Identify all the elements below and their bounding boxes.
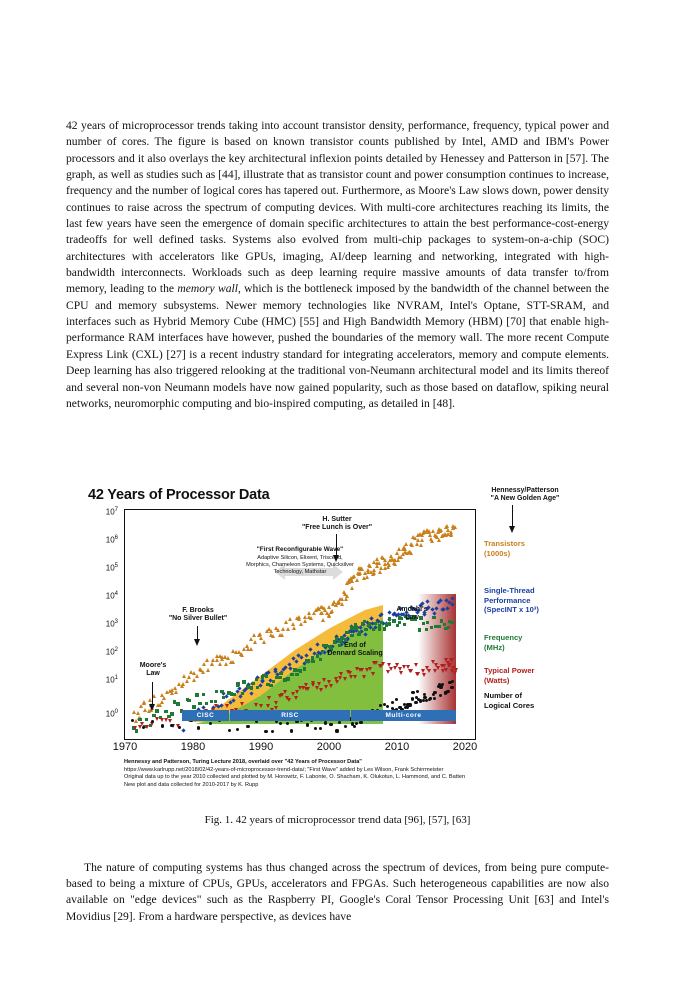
era-band-cisc: CISC — [182, 710, 229, 721]
data-point — [340, 602, 344, 606]
data-point — [395, 698, 398, 701]
data-point — [262, 640, 266, 644]
data-point — [219, 703, 223, 707]
figure-caption: Fig. 1. 42 years of microprocessor trend data [96], [57], [63] — [204, 814, 471, 826]
data-point — [344, 725, 347, 728]
legend-transistors-line1: Transistors — [484, 539, 525, 548]
data-point — [178, 726, 181, 729]
data-point — [445, 524, 449, 528]
data-point — [427, 669, 431, 673]
data-point — [202, 693, 205, 696]
annotation-reconfigurable-wave — [245, 546, 355, 576]
data-point — [252, 633, 256, 637]
data-point — [278, 676, 281, 679]
data-point — [195, 674, 199, 678]
data-point — [355, 722, 358, 725]
annotation-amdahl: Amdahl's Law — [396, 606, 428, 621]
data-point — [387, 563, 391, 567]
data-point — [350, 634, 353, 637]
data-point — [379, 613, 383, 617]
data-point — [374, 622, 377, 625]
data-point — [449, 533, 453, 537]
chart-source-note — [124, 759, 544, 789]
data-point — [368, 667, 372, 671]
data-point — [215, 658, 219, 662]
data-point — [303, 667, 306, 670]
paragraph-intro — [66, 118, 609, 412]
data-point — [411, 691, 414, 694]
paragraph-1-part1: 42 years of microprocessor trends taking into account transistor density, performance, frequency, typical power and number of cores. The figure is based on known transistor counts published by Intel, AMD and IBM's Power processors and it also overlays the key architectural inflexion points detailed by Henessey and Patterson in [57]. The graph, as well as studies such as [44], illustrate that as transistor count and power consumption continues to increase, frequency and the number of logical cores has tapered out. Furthermore, as Moore's Law slows down, power density continues to raise across the spectrum of computing devices. With multi-core architectures reaching its limits, the last few years have seen the emergence of domain specific architectures to attain the best performance-cost-energy tradeoffs for well defined tasks. Systems also evolved from multi-chip packages to system-on-a-chip (SOC) architectures with accelerators like GPUs, imaging, AI/deep learning and networking, integrated with high-bandwidth interconnects. Workloads such as deep learning require massive amounts of data transfer to/from memory, leading to the — [66, 119, 609, 296]
data-point — [176, 702, 179, 705]
data-point — [324, 721, 327, 724]
annotation-hp-arrow — [509, 526, 515, 533]
data-point — [441, 683, 444, 686]
y-tick-1e4: $10^4$ — [105, 591, 118, 601]
data-point — [422, 673, 426, 677]
data-point — [388, 622, 391, 625]
data-point — [224, 662, 228, 666]
paragraph-2-text: The nature of computing systems has thus changed across the spectrum of devices, from being pure compute-based to being a mixture of CPUs, GPUs, accelerators and FPGAs. Such heterogeneous capabilities are now also available on "edge devices" such as the Raspberry PI, Google's Coral Tensor Processing Unit [63] and Intel's Movidius [29]. From a hardware perspective, as devices have — [66, 860, 609, 923]
data-point — [324, 685, 328, 689]
data-point — [380, 621, 383, 624]
data-point — [202, 662, 206, 666]
data-point — [168, 719, 172, 723]
data-point — [308, 647, 312, 651]
data-point — [416, 672, 420, 676]
data-point — [136, 711, 140, 715]
annotation-moores-law-arrow — [149, 704, 155, 711]
data-point — [164, 718, 168, 722]
data-point — [292, 626, 296, 630]
data-point — [377, 561, 381, 565]
data-point — [314, 727, 317, 730]
annotation-hennessy-patterson: Hennessy/Patterson "A New Golden Age" — [490, 487, 560, 502]
data-point — [274, 701, 278, 705]
data-point — [253, 640, 257, 644]
data-point — [393, 562, 397, 566]
data-point — [383, 627, 386, 630]
data-point — [281, 627, 285, 631]
data-point — [354, 626, 357, 629]
data-point — [408, 550, 412, 554]
chart-plot-area — [124, 509, 476, 740]
legend-single-line3: (SpecINT x 10³) — [484, 605, 539, 614]
data-point — [315, 643, 319, 647]
data-point — [358, 631, 361, 634]
data-point — [372, 568, 376, 572]
data-point — [350, 579, 354, 583]
data-point — [350, 586, 354, 590]
data-point — [250, 686, 253, 689]
data-point — [335, 680, 339, 684]
data-point — [288, 617, 292, 621]
data-point — [299, 655, 303, 659]
data-point — [220, 690, 223, 693]
data-point — [173, 686, 177, 690]
data-point — [255, 678, 258, 681]
data-point — [306, 687, 310, 691]
data-point — [288, 666, 292, 670]
data-point — [437, 625, 440, 628]
data-point — [283, 690, 287, 694]
data-point — [371, 672, 375, 676]
data-point — [271, 634, 275, 638]
data-point — [222, 696, 225, 699]
data-point — [451, 680, 454, 683]
data-point — [209, 722, 212, 725]
data-point — [307, 611, 311, 615]
source-line-2: https://www.karlrupp.net/2018/02/42-years-of-microprocessor-trend-data/; "First Wave" added by Les Wilson, Frank Schirrmeister — [124, 766, 444, 773]
data-point — [306, 723, 309, 726]
data-point — [254, 703, 258, 707]
data-point — [386, 705, 389, 708]
data-point — [372, 628, 375, 631]
data-point — [363, 620, 366, 623]
paragraph-1-part2: , which is the bottleneck imposed by the bandwidth of the channel between the CPU and memory subsystems. Newer memory technologies like NVRAM, Intel's Optane, STT-SRAM, and interfaces such as Hybrid Memory Cube (HMC) [55] and High Bandwidth Memory (HBM) [70] that enable high-performance RAM interfaces have however, pushed the boundaries of the memory wall. The more recent Compute Express Link (CXL) [27] is a recent industry standard for integrating accelerators, memory and compute elements. Deep learning has also triggered relooking at the traditional von-Neumann architectural model and its limits thereof and several non-von Neumann models have now gained popularity, such as those based on dataflow, spiking neural networks, neuromorphic computing and bio-inspired computing, as detailed in [48]. — [66, 282, 610, 410]
data-point — [252, 682, 255, 685]
data-point — [236, 682, 239, 685]
data-point — [240, 702, 244, 706]
data-point — [322, 678, 326, 682]
data-point — [414, 701, 417, 704]
data-point — [379, 566, 383, 570]
data-point — [422, 622, 425, 625]
data-point — [446, 690, 449, 693]
data-point — [174, 690, 178, 694]
annotation-reconfigurable-body: Adaptive Silicon, Elixent, Triscend, Morphics, Chameleon Systems, Quicksilver Technology, Mathstar — [246, 555, 354, 575]
legend-item-single-thread — [484, 586, 539, 615]
data-point — [362, 675, 366, 679]
data-point — [378, 628, 381, 631]
annotation-hp-line — [512, 505, 513, 527]
data-point — [205, 702, 208, 705]
data-point — [429, 697, 432, 700]
paragraph-conclusion — [66, 848, 609, 937]
data-point — [201, 670, 205, 674]
data-point — [451, 686, 454, 689]
data-point — [295, 690, 299, 694]
data-point — [378, 570, 382, 574]
data-point — [214, 700, 217, 703]
x-tick-2020: 2020 — [452, 741, 478, 753]
x-tick-1970: 1970 — [112, 741, 138, 753]
data-point — [286, 722, 289, 725]
data-point — [403, 623, 406, 626]
data-point — [185, 679, 189, 683]
data-point — [319, 658, 322, 661]
x-tick-1980: 1980 — [180, 741, 206, 753]
legend-item-frequency — [484, 633, 522, 652]
data-point — [225, 704, 229, 708]
annotation-moores-law: Moore's Law — [139, 662, 167, 677]
data-point — [295, 673, 298, 676]
y-tick-1e3: $10^3$ — [105, 619, 118, 629]
data-point — [276, 628, 280, 632]
data-point — [364, 632, 368, 636]
source-line-1: Hennessy and Patterson, Turing Lecture 2018, overlaid over "42 Years of Processor Data" — [124, 759, 362, 765]
x-tick-1990: 1990 — [248, 741, 274, 753]
data-point — [210, 662, 214, 666]
annotation-reconfigurable-title: "First Reconfigurable Wave" — [256, 546, 344, 553]
legend-cores-line1: Number of — [484, 691, 522, 700]
x-tick-2000: 2000 — [316, 741, 342, 753]
source-line-4: New plot and data collected for 2010-2017 by K. Rupp — [124, 781, 259, 788]
data-point — [445, 606, 449, 610]
data-point — [231, 660, 235, 664]
chart-title: 42 Years of Processor Data — [88, 487, 270, 503]
era-band-multicore: Multi-core — [351, 710, 456, 721]
data-point — [249, 647, 253, 651]
data-point — [364, 628, 367, 631]
y-tick-1e2: $10^2$ — [105, 647, 118, 657]
legend-item-power — [484, 666, 535, 685]
data-point — [236, 728, 239, 731]
data-point — [451, 603, 455, 607]
data-point — [430, 626, 433, 629]
data-point — [187, 699, 190, 702]
data-point — [267, 696, 271, 700]
legend-single-line2: Performance — [484, 595, 531, 605]
data-point — [381, 662, 385, 666]
annotation-brooks-arrow — [194, 639, 200, 646]
data-point — [329, 684, 333, 688]
annotation-brooks: F. Brooks "No Silver Bullet" — [168, 607, 228, 622]
legend-power-line2: (Watts) — [484, 675, 510, 685]
data-point — [433, 697, 436, 700]
data-point — [218, 662, 222, 666]
data-point — [368, 622, 371, 625]
data-point — [411, 697, 414, 700]
data-point — [280, 633, 284, 637]
data-point — [279, 672, 282, 675]
data-point — [170, 724, 173, 727]
legend-single-line1: Single-Thread — [484, 586, 535, 595]
data-point — [240, 653, 244, 657]
data-point — [294, 696, 298, 700]
data-point — [290, 673, 293, 676]
legend-transistors-line2: (1000s) — [484, 548, 511, 558]
data-point — [297, 615, 301, 619]
data-point — [416, 690, 419, 693]
data-point — [435, 606, 439, 610]
data-point — [192, 705, 195, 708]
data-point — [439, 694, 442, 697]
data-point — [197, 726, 200, 729]
data-point — [206, 668, 210, 672]
data-point — [450, 596, 454, 600]
data-point — [454, 668, 458, 672]
data-point — [312, 611, 316, 615]
data-point — [215, 690, 218, 693]
y-tick-1e6: $10^6$ — [105, 535, 118, 545]
data-point — [444, 668, 448, 672]
data-point — [309, 616, 313, 620]
data-point — [265, 675, 268, 678]
data-point — [369, 616, 373, 620]
data-point — [406, 706, 409, 709]
data-point — [430, 539, 434, 543]
data-point — [287, 698, 291, 702]
legend-cores-line2: Logical Cores — [484, 700, 535, 710]
data-point — [319, 727, 322, 730]
figure-processor-trends — [80, 483, 594, 803]
data-point — [433, 691, 436, 694]
data-point — [343, 677, 347, 681]
data-point — [164, 710, 167, 713]
data-point — [428, 533, 432, 537]
data-point — [303, 615, 307, 619]
data-point — [433, 669, 437, 673]
y-tick-1e5: $10^5$ — [105, 563, 118, 573]
data-point — [138, 718, 141, 721]
data-point — [338, 721, 341, 724]
data-point — [241, 692, 244, 695]
data-point — [224, 694, 228, 698]
data-point — [228, 729, 231, 732]
data-point — [259, 704, 263, 708]
data-point — [145, 718, 148, 721]
data-point — [275, 676, 278, 679]
data-point — [439, 598, 443, 602]
data-point — [453, 525, 457, 529]
data-point — [346, 631, 349, 634]
source-line-3: Original data up to the year 2010 collected and plotted by M. Horowitz, F. Labonte, O. Shacham, K. Olukotun, L. Hammond, and C. Batten — [124, 774, 466, 781]
data-point — [242, 680, 245, 683]
data-point — [294, 660, 298, 664]
data-point — [329, 723, 332, 726]
data-point — [249, 691, 253, 695]
data-point — [409, 669, 413, 673]
data-point — [317, 682, 321, 686]
data-point — [437, 538, 441, 542]
chart-data-points — [125, 510, 475, 739]
data-point — [408, 703, 411, 706]
data-point — [447, 626, 450, 629]
annotation-sutter: H. Sutter "Free Lunch is Over" — [301, 516, 373, 531]
data-point — [271, 730, 274, 733]
data-point — [205, 658, 209, 662]
data-point — [365, 575, 369, 579]
y-tick-1e0: $10^0$ — [105, 709, 118, 719]
paragraph-1-emphasis: memory wall — [177, 282, 238, 296]
legend-power-line1: Typical Power — [484, 666, 535, 675]
data-point — [286, 627, 290, 631]
data-point — [311, 681, 315, 685]
annotation-brooks-line — [197, 626, 198, 640]
data-point — [286, 677, 289, 680]
data-point — [306, 659, 309, 662]
data-point — [192, 678, 196, 682]
data-point — [439, 685, 442, 688]
data-point — [418, 628, 421, 631]
data-point — [359, 721, 362, 724]
x-tick-2010: 2010 — [384, 741, 410, 753]
data-point — [239, 695, 243, 699]
data-point — [368, 564, 372, 568]
data-point — [162, 696, 166, 700]
annotation-dennard: End of Dennard Scaling — [327, 642, 383, 657]
data-point — [181, 729, 185, 733]
data-point — [155, 717, 159, 721]
annotation-moores-law-line — [152, 682, 153, 706]
data-point — [246, 725, 249, 728]
data-point — [198, 702, 201, 705]
data-point — [321, 618, 325, 622]
data-point — [339, 672, 343, 676]
data-point — [160, 700, 164, 704]
data-point — [305, 654, 309, 658]
data-point — [399, 671, 403, 675]
data-point — [425, 599, 429, 603]
data-point — [355, 578, 359, 582]
data-point — [419, 543, 423, 547]
data-point — [214, 704, 218, 708]
data-point — [187, 675, 191, 679]
y-tick-1e1: $10^1$ — [105, 675, 118, 685]
data-point — [279, 722, 282, 725]
data-point — [261, 680, 265, 684]
data-point — [404, 542, 408, 546]
data-point — [358, 571, 362, 575]
data-point — [360, 668, 364, 672]
data-point — [353, 725, 356, 728]
data-point — [256, 686, 259, 689]
data-point — [327, 614, 331, 618]
data-point — [182, 674, 186, 678]
data-point — [391, 701, 394, 704]
data-point — [345, 594, 349, 598]
legend-frequency-line2: (MHz) — [484, 642, 505, 652]
data-point — [170, 712, 173, 715]
data-point — [414, 663, 418, 667]
data-point — [233, 693, 236, 696]
data-point — [410, 543, 414, 547]
legend-frequency-line1: Frequency — [484, 633, 523, 642]
data-point — [378, 624, 381, 627]
data-point — [155, 709, 158, 712]
data-point — [335, 729, 338, 732]
data-point — [329, 610, 333, 614]
data-point — [353, 675, 357, 679]
data-point — [420, 538, 424, 542]
data-point — [379, 704, 382, 707]
data-point — [272, 680, 275, 683]
data-point — [450, 621, 453, 624]
data-point — [142, 700, 146, 704]
data-point — [290, 729, 293, 732]
data-point — [145, 725, 149, 729]
data-point — [450, 658, 454, 662]
data-point — [181, 682, 185, 686]
data-point — [438, 529, 442, 533]
data-point — [311, 660, 314, 663]
data-point — [425, 628, 428, 631]
data-point — [161, 724, 164, 727]
era-band-risc: RISC — [230, 710, 350, 721]
data-point — [264, 730, 267, 733]
legend-item-cores — [484, 691, 534, 710]
data-point — [195, 693, 198, 696]
data-point — [269, 684, 272, 687]
y-tick-1e7: $10^7$ — [105, 507, 118, 517]
legend-item-transistors — [484, 539, 525, 558]
